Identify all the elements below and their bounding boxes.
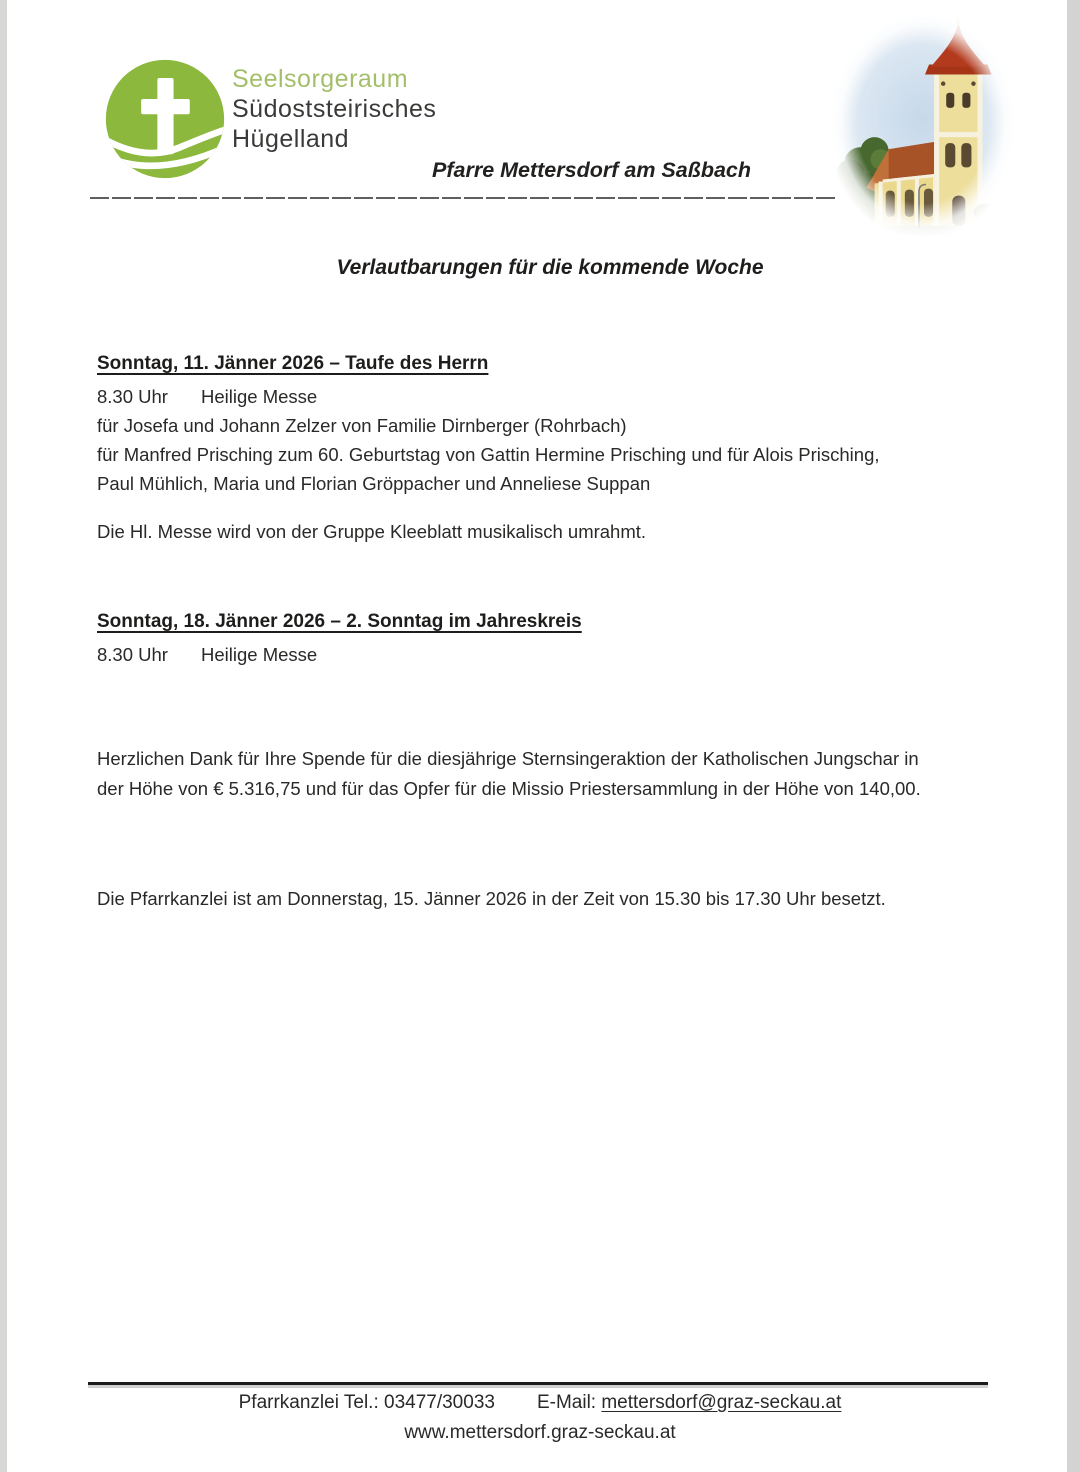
scan-edge-right	[1067, 0, 1080, 1472]
page-title: Verlautbarungen für die kommende Woche	[336, 256, 764, 279]
music-note: Die Hl. Messe wird von der Gruppe Kleeblatt musikalisch umrahmt.	[97, 521, 647, 542]
footer-divider	[88, 1382, 988, 1385]
thanks-paragraph: der Höhe von € 5.316,75 und für das Opfer für die Missio Priestersammlung in der Höhe von 140,00.	[97, 778, 921, 799]
scan-edge-left	[0, 0, 7, 1472]
office-phone: Pfarrkanzlei Tel.: 03477/30033	[238, 1392, 495, 1413]
email-link[interactable]: mettersdorf@graz-seckau.at	[601, 1392, 842, 1413]
cross-on-hills-logo-icon	[103, 57, 227, 181]
section-heading-jan18: Sonntag, 18. Jänner 2026 – 2. Sonntag im Jahreskreis	[97, 611, 582, 632]
intention-line: Paul Mühlich, Maria und Florian Gröppacher und Anneliese Suppan	[97, 473, 651, 494]
time-value: 8.30 Uhr	[97, 386, 168, 407]
logo-wordmark	[232, 64, 436, 154]
thanks-paragraph: Herzlichen Dank für Ihre Spende für die diesjährige Sternsingeraktion der Katholischen Jungschar in	[97, 748, 919, 769]
section-heading-jan11: Sonntag, 11. Jänner 2026 – Taufe des Herrn	[97, 353, 489, 374]
service-name: Heilige Messe	[201, 644, 318, 665]
intention-line: für Josefa und Johann Zelzer von Familie Dirnberger (Rohrbach)	[97, 415, 627, 436]
parish-name: Pfarre Mettersdorf am Saßbach	[432, 158, 752, 182]
footer-contact-line	[0, 1392, 1080, 1414]
office-hours-paragraph: Die Pfarrkanzlei ist am Donnerstag, 15. Jänner 2026 in der Zeit von 15.30 bis 17.30 Uhr besetzt.	[97, 888, 886, 909]
logo-line-2: Südoststeirisches	[232, 95, 437, 123]
logo-line-1: Seelsorgeraum	[232, 65, 409, 93]
church-photo	[830, 12, 1016, 236]
website-url: www.mettersdorf.graz-seckau.at	[404, 1422, 676, 1443]
time-value: 8.30 Uhr	[97, 644, 168, 665]
service-name: Heilige Messe	[201, 386, 318, 407]
mass-time-jan18	[97, 640, 317, 669]
intention-line: für Manfred Prisching zum 60. Geburtstag von Gattin Hermine Prisching und für Alois Prisching,	[97, 444, 880, 465]
logo-line-3: Hügelland	[232, 125, 350, 153]
mass-time-jan11	[97, 382, 317, 411]
header-divider	[90, 197, 835, 199]
email-label: E-Mail:	[536, 1392, 597, 1413]
